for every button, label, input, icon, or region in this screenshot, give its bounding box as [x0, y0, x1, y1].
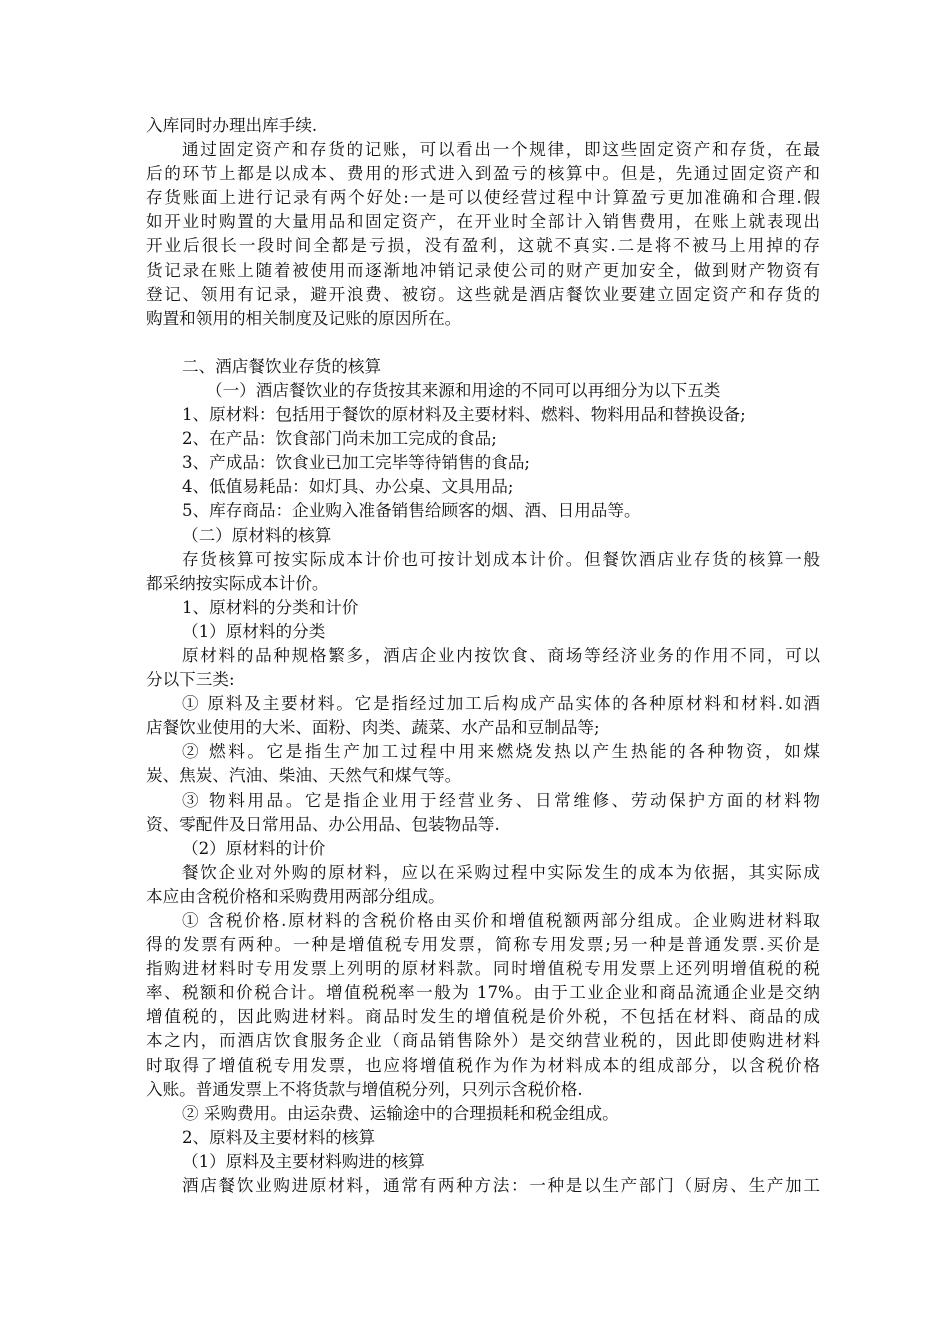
text-line: ② 燃料。它是指生产加工过程中用来燃烧发热以产生热能的各种物资，如煤	[182, 742, 820, 762]
text-line: 入账。普通发票上不将货款与增值税分列，只列示含税价格.	[146, 1079, 583, 1099]
text-line: 指购进材料时专用发票上列明的原材料款。同时增值税专用发票上还列明增值税的税	[146, 959, 820, 979]
text-line: ① 原料及主要材料。它是指经过加工后构成产品实体的各种原材料和材料.如酒	[182, 694, 820, 714]
text-line: 通过固定资产和存货的记账，可以看出一个规律，即这些固定资产和存货，在最	[182, 140, 820, 160]
text-line: 购置和领用的相关制度及记账的原因所在。	[146, 308, 462, 328]
text-line: 资、零配件及日常用品、办公用品、包装物品等.	[146, 814, 500, 834]
paragraph-block-2	[146, 355, 820, 1198]
text-line: 入库同时办理出库手续.	[146, 116, 318, 135]
text-line: 店餐饮业使用的大米、面粉、肉类、蔬菜、水产品和豆制品等;	[146, 718, 600, 738]
text-line: 增值税的，因此购进材料。商品时发生的增值税是价外税，不包括在材料、商品的成	[146, 1007, 820, 1027]
text-line: 开业后很长一段时间全都是亏损，没有盈利，这就不真实.二是将不被马上用掉的存	[146, 236, 820, 256]
text-line: 货记录在账上随着被使用而逐渐地冲销记录使公司的财产更加安全，做到财产物资有	[146, 260, 820, 280]
text-line: 1、原材料：包括用于餐饮的原材料及主要材料、燃料、物料用品和替换设备;	[182, 405, 746, 425]
text-line: 存货账面上进行记录有两个好处:一是可以使经营过程中计算盈亏更加准确和合理.假	[146, 188, 820, 208]
text-line: 2、原料及主要材料的核算	[182, 1127, 376, 1147]
text-line: 都采纳按实际成本计价。	[146, 573, 329, 593]
paragraph-block-1	[146, 114, 820, 331]
text-line: 原材料的品种规格繁多，酒店企业内按饮食、商场等经济业务的作用不同，可以	[182, 645, 820, 665]
text-line: ② 采购费用。由运杂费、运输途中的合理损耗和税金组成。	[182, 1103, 619, 1123]
text-line: 后的环节上都是以成本、费用的形式进入到盈亏的核算中。但是，先通过固定资产和	[146, 164, 820, 184]
paragraph-gap	[146, 331, 820, 355]
text-line: 存货核算可按实际成本计价也可按计划成本计价。但餐饮酒店业存货的核算一般	[182, 549, 820, 569]
text-line: （二）原材料的核算	[182, 525, 332, 545]
text-line: 1、原材料的分类和计价	[182, 597, 359, 617]
text-line: ③ 物料用品。它是指企业用于经营业务、日常维修、劳动保护方面的材料物	[182, 790, 820, 810]
text-line: 酒店餐饮业购进原材料，通常有两种方法：一种是以生产部门（厨房、生产加工	[182, 1176, 820, 1196]
text-line: 3、产成品：饮食业已加工完毕等待销售的食品;	[182, 453, 531, 473]
text-line: 得的发票有两种。一种是增值税专用发票，简称专用发票;另一种是普通发票.买价是	[146, 935, 820, 955]
text-line: 时取得了增值税专用发票，也应将增值税作为作为材料成本的组成部分，以含税价格	[146, 1055, 820, 1075]
text-line: 4、低值易耗品：如灯具、办公桌、文具用品;	[182, 477, 514, 497]
text-line: 分以下三类:	[146, 670, 235, 690]
text-line: （2）原材料的计价	[182, 838, 326, 858]
text-line: 如开业时购置的大量用品和固定资产，在开业时全部计入销售费用，在账上就表现出	[146, 212, 820, 232]
text-line: 二、酒店餐饮业存货的核算	[182, 356, 382, 376]
text-line: 5、库存商品：企业购入准备销售给顾客的烟、酒、日用品等。	[182, 501, 641, 521]
text-line: 餐饮企业对外购的原材料，应以在采购过程中实际发生的成本为依据，其实际成	[182, 862, 820, 882]
text-line: （1）原材料的分类	[182, 621, 326, 641]
text-line: （1）原料及主要材料购进的核算	[182, 1151, 425, 1171]
text-line: （一）酒店餐饮业的存货按其来源和用途的不同可以再细分为以下五类	[206, 380, 721, 400]
text-line: 登记、领用有记录，避开浪费、被窃。这些就是酒店餐饮业要建立固定资产和存货的	[146, 284, 820, 304]
text-line: 2、在产品：饮食部门尚未加工完成的食品;	[182, 429, 497, 449]
text-line: ① 含税价格.原材料的含税价格由买价和增值税额两部分组成。企业购进材料取	[182, 911, 820, 930]
text-line: 本之内，而酒店饮食服务企业（商品销售除外）是交纳营业税的，因此即使购进材料	[146, 1031, 820, 1051]
text-line: 炭、焦炭、汽油、柴油、天然气和煤气等。	[146, 766, 462, 786]
text-line: 本应由含税价格和采购费用两部分组成。	[146, 886, 445, 906]
text-line: 率、税额和价税合计。增值税税率一般为 17%。由于工业企业和商品流通企业是交纳	[146, 983, 820, 1003]
document-page	[146, 114, 820, 1198]
